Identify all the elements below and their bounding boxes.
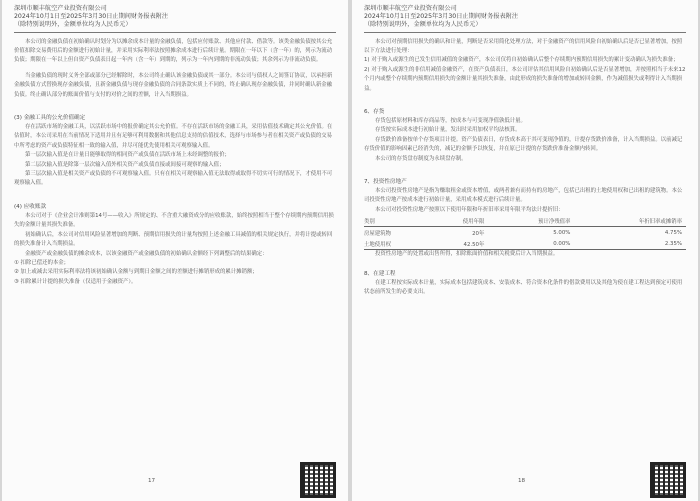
paragraph: 在建工程按实际成本计量，实际成本包括建筑成本、安装成本、符合资本化条件的借款费用以及其他为使在建工程达到预定可使用状态前所发生的必要支出。: [364, 279, 683, 296]
document-page-left: [2, 0, 348, 501]
page-number: 18: [518, 478, 526, 484]
table-cell: 5.00%: [553, 229, 571, 236]
paragraph: 本公司投资性房地产是指为赚取租金或资本增值，或两者兼有而持有的房地产，包括已出租的土地使用权和已出租的建筑物。本公司投资性房地产按成本进行初始计量，采用成本模式进行后续计量。: [364, 188, 683, 204]
document-page-right: [352, 0, 698, 501]
table-cell: 土地使用权: [364, 238, 428, 250]
paragraph: 本公司对预期信用损失的确认和计量，判断是否采用简化处理方法，对于金融资产的信用风险自初始确认后是否已显著增加，按照以下方法进行处理：: [364, 38, 683, 55]
section-heading: 7、投资性房地产: [364, 179, 407, 186]
page-body: [14, 38, 336, 288]
paragraph: 第一层次输入值是在计量日能够取得的相同资产或负债在活跃市场上未经调整的报价；: [25, 152, 230, 159]
section-heading: (3) 金融工具的公允价值确定: [14, 115, 86, 122]
page-body: [364, 38, 686, 216]
header-period: 2024年10月1日至2025年3月30日止期间财务报表附注: [364, 13, 519, 21]
qr-code: [300, 462, 336, 498]
table-cell: 房屋建筑物: [364, 230, 391, 237]
col-header: 类别: [364, 216, 428, 227]
spacer: [14, 100, 336, 110]
header-rule: [14, 32, 336, 33]
header-unit-note: （除特别说明外，金额单位均为人民币元）: [14, 21, 132, 29]
depreciation-table: [364, 216, 686, 250]
paragraph: 第二层次输入值是除第一层次输入值外相关资产或负债直接或间接可观察的输入值；: [25, 161, 225, 168]
paragraph: 存货按实际成本进行初始计量，发出时采用加权平均法核算。: [375, 127, 521, 134]
list-item: 2) 对于购入或源生的非信用减值金融资产，在资产负债表日，本公司评估其信用风险自初始确认后是否显著增加，并按照相当于未来12个月内或整个存续期内预期信用损失的金额计量其损失准备，由此形成的损失准备的增加或转回金额，作为减值损失或利得计入当期损益。: [364, 66, 686, 92]
paragraph: 存货跌价准备按单个存货项目计提。资产负债表日，存货成本高于其可变现净值的，计提存货跌价准备，计入当期损益。以前减记存货价值的影响因素已经消失的，减记的金额予以恢复，并在原已计提的存货跌价准备金额内转回。: [364, 136, 683, 153]
paragraph: 本公司的存货盘存制度为永续盘存制。: [375, 155, 467, 162]
section-heading: (4) 应收账款: [14, 203, 47, 210]
table-cell: 4.75%: [664, 229, 682, 236]
table-header-row: [364, 216, 686, 227]
header-unit-note: （除特别说明外，金额单位均为人民币元）: [364, 21, 482, 29]
section-heading: 8、在建工程: [364, 270, 396, 277]
paragraph: 金融资产或金融负债的摊余成本，以该金融资产或金融负债的初始确认金额经下列调整后的结果确定：: [25, 250, 268, 257]
list-item: 1) 对于购入或源生的已发生信用减值的金融资产，本公司仅将自初始确认后整个存续期内预期信用损失的累计变动确认为损失准备；: [364, 57, 679, 64]
list-item: ② 加上或减去采用实际利率法将该初始确认金额与到期日金额之间的差额进行摊销形成的累计摊销额；: [14, 269, 258, 276]
paragraph: 投资性房地产的处置或出售所得，扣除账面价值和相关税费后计入当期损益。: [375, 251, 559, 258]
qr-code: [650, 462, 686, 498]
header-company: 深圳市顺丰航空产业投资有限公司: [14, 5, 107, 12]
paragraph: 存货包括原材料和库存商品等，按成本与可变现净值孰低计量。: [375, 118, 526, 125]
paragraph: 当金融负债的现时义务全部或部分已经解除时，本公司终止确认该金融负债或其一部分。本公司与债权人之间签订协议，以承担新金融负债方式替换现存金融负债，且新金融负债与现存金融负债的合同条款实质上不同的，终止确认现存金融负债，并同时确认新金融负债。终止确认部分的账面价值与支付的对价之间的差额，计入当期损益。: [14, 72, 333, 98]
list-item: ① 扣除已偿还的本金；: [14, 259, 70, 266]
paragraph: 本公司对投资性房地产按照以下使用年限和年折旧率采用年限平均法计提折旧：: [375, 206, 564, 213]
section-heading: 6、存货: [364, 109, 385, 116]
spacer: [14, 189, 336, 199]
paragraph: 存在活跃市场的金融工具，以活跃市场中的报价确定其公允价值。不存在活跃市场的金融工具，采用估值技术确定其公允价值。在估值时，本公司采用在当前情况下适用并且有足够可利用数据和其他信息支持的估值技术，选择与市场参与者在相关资产或负债的交易中所考虑的资产或负债特征相一致的输入值，并尽可能优先使用相关可观察输入值。: [14, 124, 333, 149]
table-cell: 20年: [472, 230, 485, 237]
paragraph: 本公司的金融负债在初始确认时划分为以摊余成本计量的金融负债，包括应付账款、其他应付款、借款等。该类金融负债按其公允价值扣除交易费用后的金额进行初始计量，并采用实际利率法按照摊余成本进行后续计量。期限在一年以下（含一年）的，列示为流动负债；期限在一年以上但自资产负债表日起一年内（含一年）到期的，列示为一年内到期的非流动负债；其余列示为非流动负债。: [14, 38, 333, 64]
paragraph: 第三层次输入值是相关资产或负债的不可观察输入值。只有在相关可观察输入值无法取得或取得不切实可行的情况下，才使用不可观察输入值。: [14, 171, 333, 187]
col-header: 使用年限: [428, 216, 489, 227]
header-company: 深圳市顺丰航空产业投资有限公司: [364, 5, 457, 12]
spacer: [364, 260, 686, 266]
paragraph: 本公司对于《企业会计准则第14号——收入》所规定的、不含重大融资成分的应收账款，始终按照相当于整个存续期内预期信用损失的金额计量其损失准备。: [14, 212, 334, 229]
table-cell: 42.50年: [428, 238, 489, 250]
list-item: ③ 扣除累计计提的损失准备（仅适用于金融资产）。: [14, 278, 137, 285]
paragraph: 初始确认后，本公司对信用风险显著增加的判断、预期信用损失的计量均按照上述金融工具减值的相关规定执行，并将计提或转回的损失准备计入当期损益。: [14, 231, 333, 248]
spacer: [364, 164, 686, 174]
header-period: 2024年10月1日至2025年3月30日止期间财务报表附注: [14, 13, 169, 21]
spacer: [364, 94, 686, 104]
header-rule: [364, 32, 686, 33]
page-body-continued: [364, 250, 686, 297]
table-cell: 0.00%: [488, 238, 574, 250]
col-header: 年折旧率或摊销率: [574, 216, 686, 227]
page-number: 17: [148, 478, 156, 484]
col-header: 预计净残值率: [488, 216, 574, 227]
table-row: [364, 238, 686, 250]
table-row: [364, 227, 686, 239]
table-cell: 2.35%: [574, 238, 686, 250]
